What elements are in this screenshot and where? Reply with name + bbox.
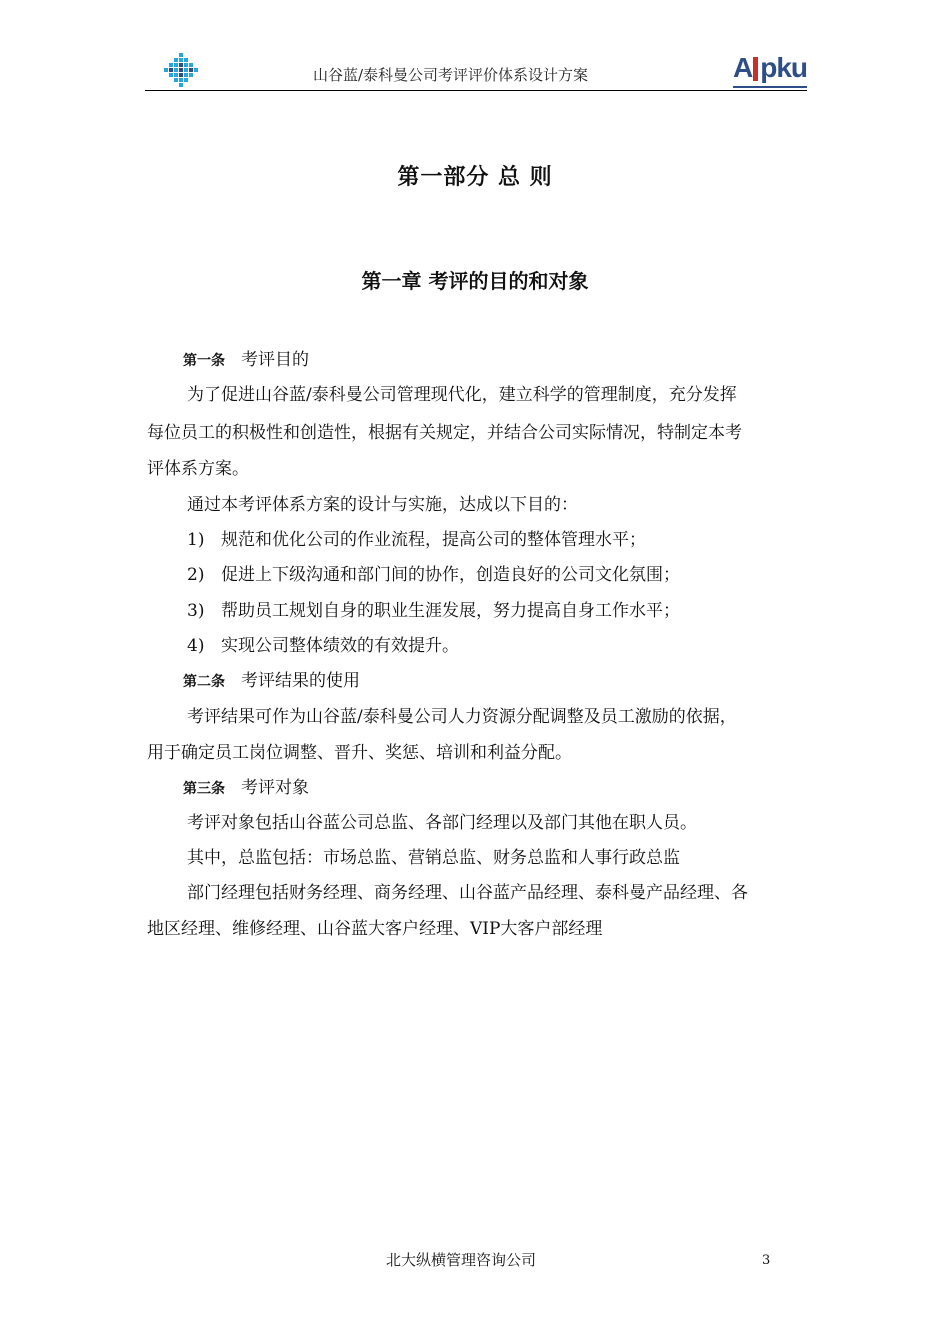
paragraph-line: 每位员工的积极性和创造性，根据有关规定，并结合公司实际情况，特制定本考	[147, 423, 742, 443]
list-text: 帮助员工规划自身的职业生涯发展，努力提高自身工作水平；	[221, 601, 680, 621]
article-2-heading	[183, 670, 360, 693]
logo-letters-pku: pku	[760, 52, 807, 83]
article-1-heading	[183, 349, 309, 372]
article-number: 第二条	[183, 674, 225, 690]
list-number: 4)	[187, 636, 205, 656]
article-title: 考评对象	[241, 778, 309, 798]
paragraph-line: 考评结果可作为山谷蓝/泰科曼公司人力资源分配调整及员工激励的依据，	[187, 707, 737, 727]
paragraph-line: 通过本考评体系方案的设计与实施，达成以下目的：	[187, 495, 578, 515]
list-text: 实现公司整体绩效的有效提升。	[221, 636, 459, 656]
list-item	[187, 564, 680, 586]
paragraph-line: 部门经理包括财务经理、商务经理、山谷蓝产品经理、泰科曼产品经理、各	[187, 883, 748, 903]
paragraph-line: 评体系方案。	[147, 459, 249, 479]
list-number: 2)	[187, 565, 205, 585]
article-title: 考评目的	[241, 350, 309, 370]
logo-underline	[733, 86, 807, 88]
footer-company: 北大纵横管理咨询公司	[385, 1251, 536, 1269]
logo-letter-a: A	[732, 52, 753, 83]
paragraph-line: 考评对象包括山谷蓝公司总监、各部门经理以及部门其他在职人员。	[187, 813, 697, 833]
list-text: 促进上下级沟通和部门间的协作，创造良好的公司文化氛围；	[221, 565, 680, 585]
article-title: 考评结果的使用	[241, 671, 360, 691]
page-header	[145, 50, 807, 91]
chapter-title: 第一章 考评的目的和对象	[361, 269, 589, 293]
paragraph-line: 其中，总监包括：市场总监、营销总监、财务总监和人事行政总监	[187, 848, 680, 868]
list-item	[187, 635, 459, 657]
list-text: 规范和优化公司的作业流程，提高公司的整体管理水平；	[221, 530, 646, 550]
article-3-heading	[183, 777, 309, 800]
logo-red-bar	[753, 57, 758, 81]
list-item	[187, 600, 680, 622]
document-title: 山谷蓝/泰科曼公司考评评价体系设计方案	[313, 66, 589, 84]
alpku-logo	[733, 54, 807, 84]
company-logo-icon	[163, 52, 199, 88]
part-title: 第一部分 总 则	[397, 164, 553, 190]
paragraph-line: 为了促进山谷蓝/泰科曼公司管理现代化，建立科学的管理制度，充分发挥	[187, 385, 737, 405]
page-number: 3	[762, 1253, 771, 1268]
list-number: 1)	[187, 530, 205, 550]
paragraph-line: 用于确定员工岗位调整、晋升、奖惩、培训和利益分配。	[147, 743, 572, 763]
list-number: 3)	[187, 601, 205, 621]
paragraph-line: 地区经理、维修经理、山谷蓝大客户经理、VIP大客户部经理	[147, 919, 603, 939]
article-number: 第一条	[183, 353, 225, 369]
list-item	[187, 529, 646, 551]
article-number: 第三条	[183, 781, 225, 797]
